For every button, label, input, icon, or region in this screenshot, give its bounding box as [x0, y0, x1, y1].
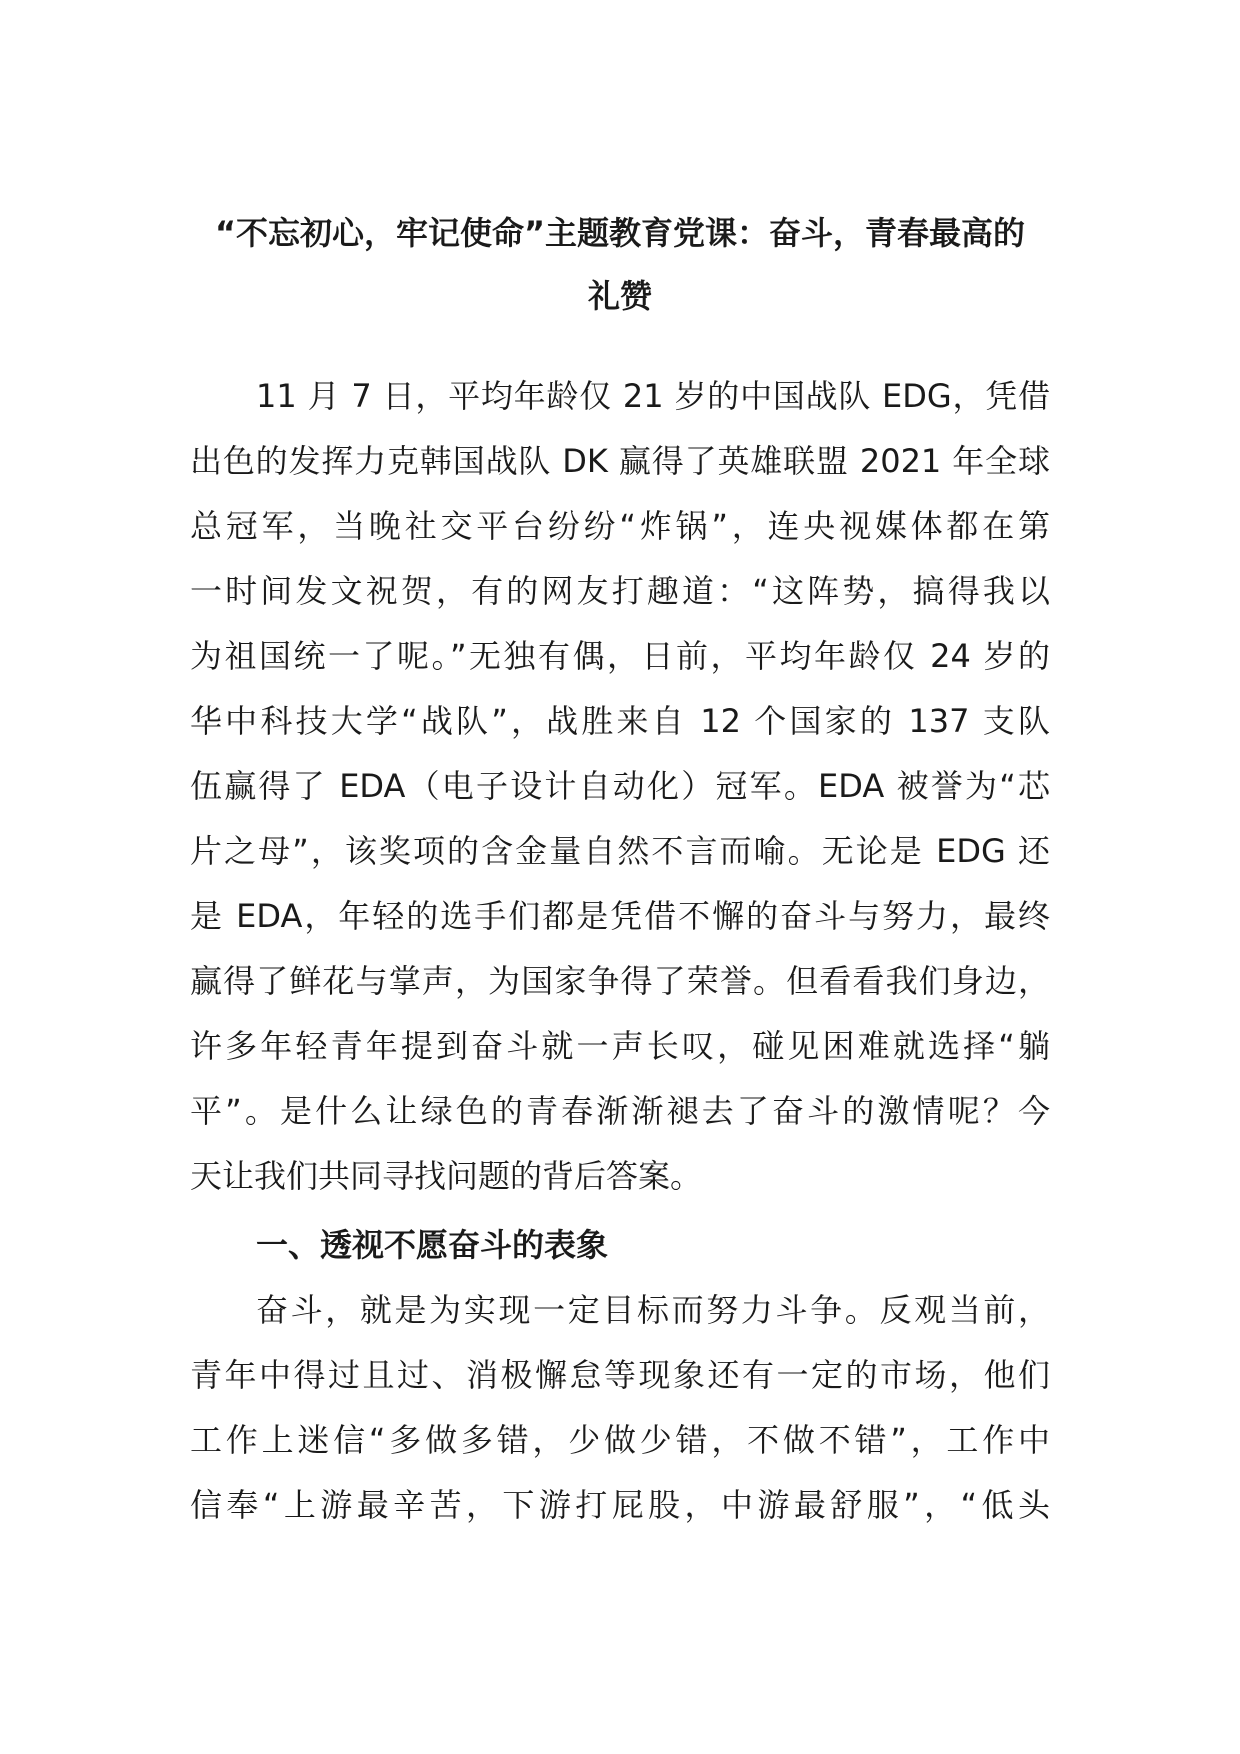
section-heading: 一、透视不愿奋斗的表象: [256, 1226, 609, 1264]
paragraph-intro: [190, 364, 1050, 1209]
document-title: [190, 202, 1050, 328]
paragraph-line: 奋斗，就是为实现一定目标而努力斗争。反观当前，: [256, 1291, 1050, 1329]
paragraph-line: 总冠军，当晚社交平台纷纷“炸锅”，连央视媒体都在第: [190, 507, 1050, 545]
paragraph-line: 为祖国统一了呢。”无独有偶，日前，平均年龄仅 24 岁的: [190, 637, 1050, 675]
paragraph-line: 天让我们共同寻找问题的背后答案。: [190, 1157, 703, 1195]
paragraph-line: 出色的发挥力克韩国战队 DK 赢得了英雄联盟 2021 年全球: [190, 442, 1050, 480]
paragraph-section-one: [190, 1278, 1050, 1538]
paragraph-line: 华中科技大学“战队”，战胜来自 12 个国家的 137 支队: [190, 702, 1050, 740]
paragraph-line: 信奉“上游最辛苦，下游打屁股，中游最舒服”，“低头: [190, 1486, 1050, 1524]
paragraph-line: 青年中得过且过、消极懈怠等现象还有一定的市场，他们: [190, 1356, 1050, 1394]
paragraph-line: 赢得了鲜花与掌声，为国家争得了荣誉。但看看我们身边，: [190, 962, 1050, 1000]
paragraph-line: 11 月 7 日，平均年龄仅 21 岁的中国战队 EDG，凭借: [256, 377, 1050, 415]
title-line: 礼赞: [587, 277, 652, 315]
paragraph-line: 片之母”，该奖项的含金量自然不言而喻。无论是 EDG 还: [190, 832, 1050, 870]
paragraph-line: 一时间发文祝贺，有的网友打趣道：“这阵势，搞得我以: [190, 572, 1050, 610]
title-line: “不忘初心，牢记使命”主题教育党课：奋斗，青春最高的: [214, 214, 1026, 252]
paragraph-line: 许多年轻青年提到奋斗就一声长叹，碰见困难就选择“躺: [190, 1027, 1050, 1065]
paragraph-line: 平”。是什么让绿色的青春渐渐褪去了奋斗的激情呢？今: [190, 1092, 1050, 1130]
paragraph-line: 工作上迷信“多做多错，少做少错，不做不错”，工作中: [190, 1421, 1050, 1459]
paragraph-line: 伍赢得了 EDA（电子设计自动化）冠军。EDA 被誉为“芯: [190, 767, 1050, 805]
paragraph-line: 是 EDA，年轻的选手们都是凭借不懈的奋斗与努力，最终: [190, 897, 1050, 935]
